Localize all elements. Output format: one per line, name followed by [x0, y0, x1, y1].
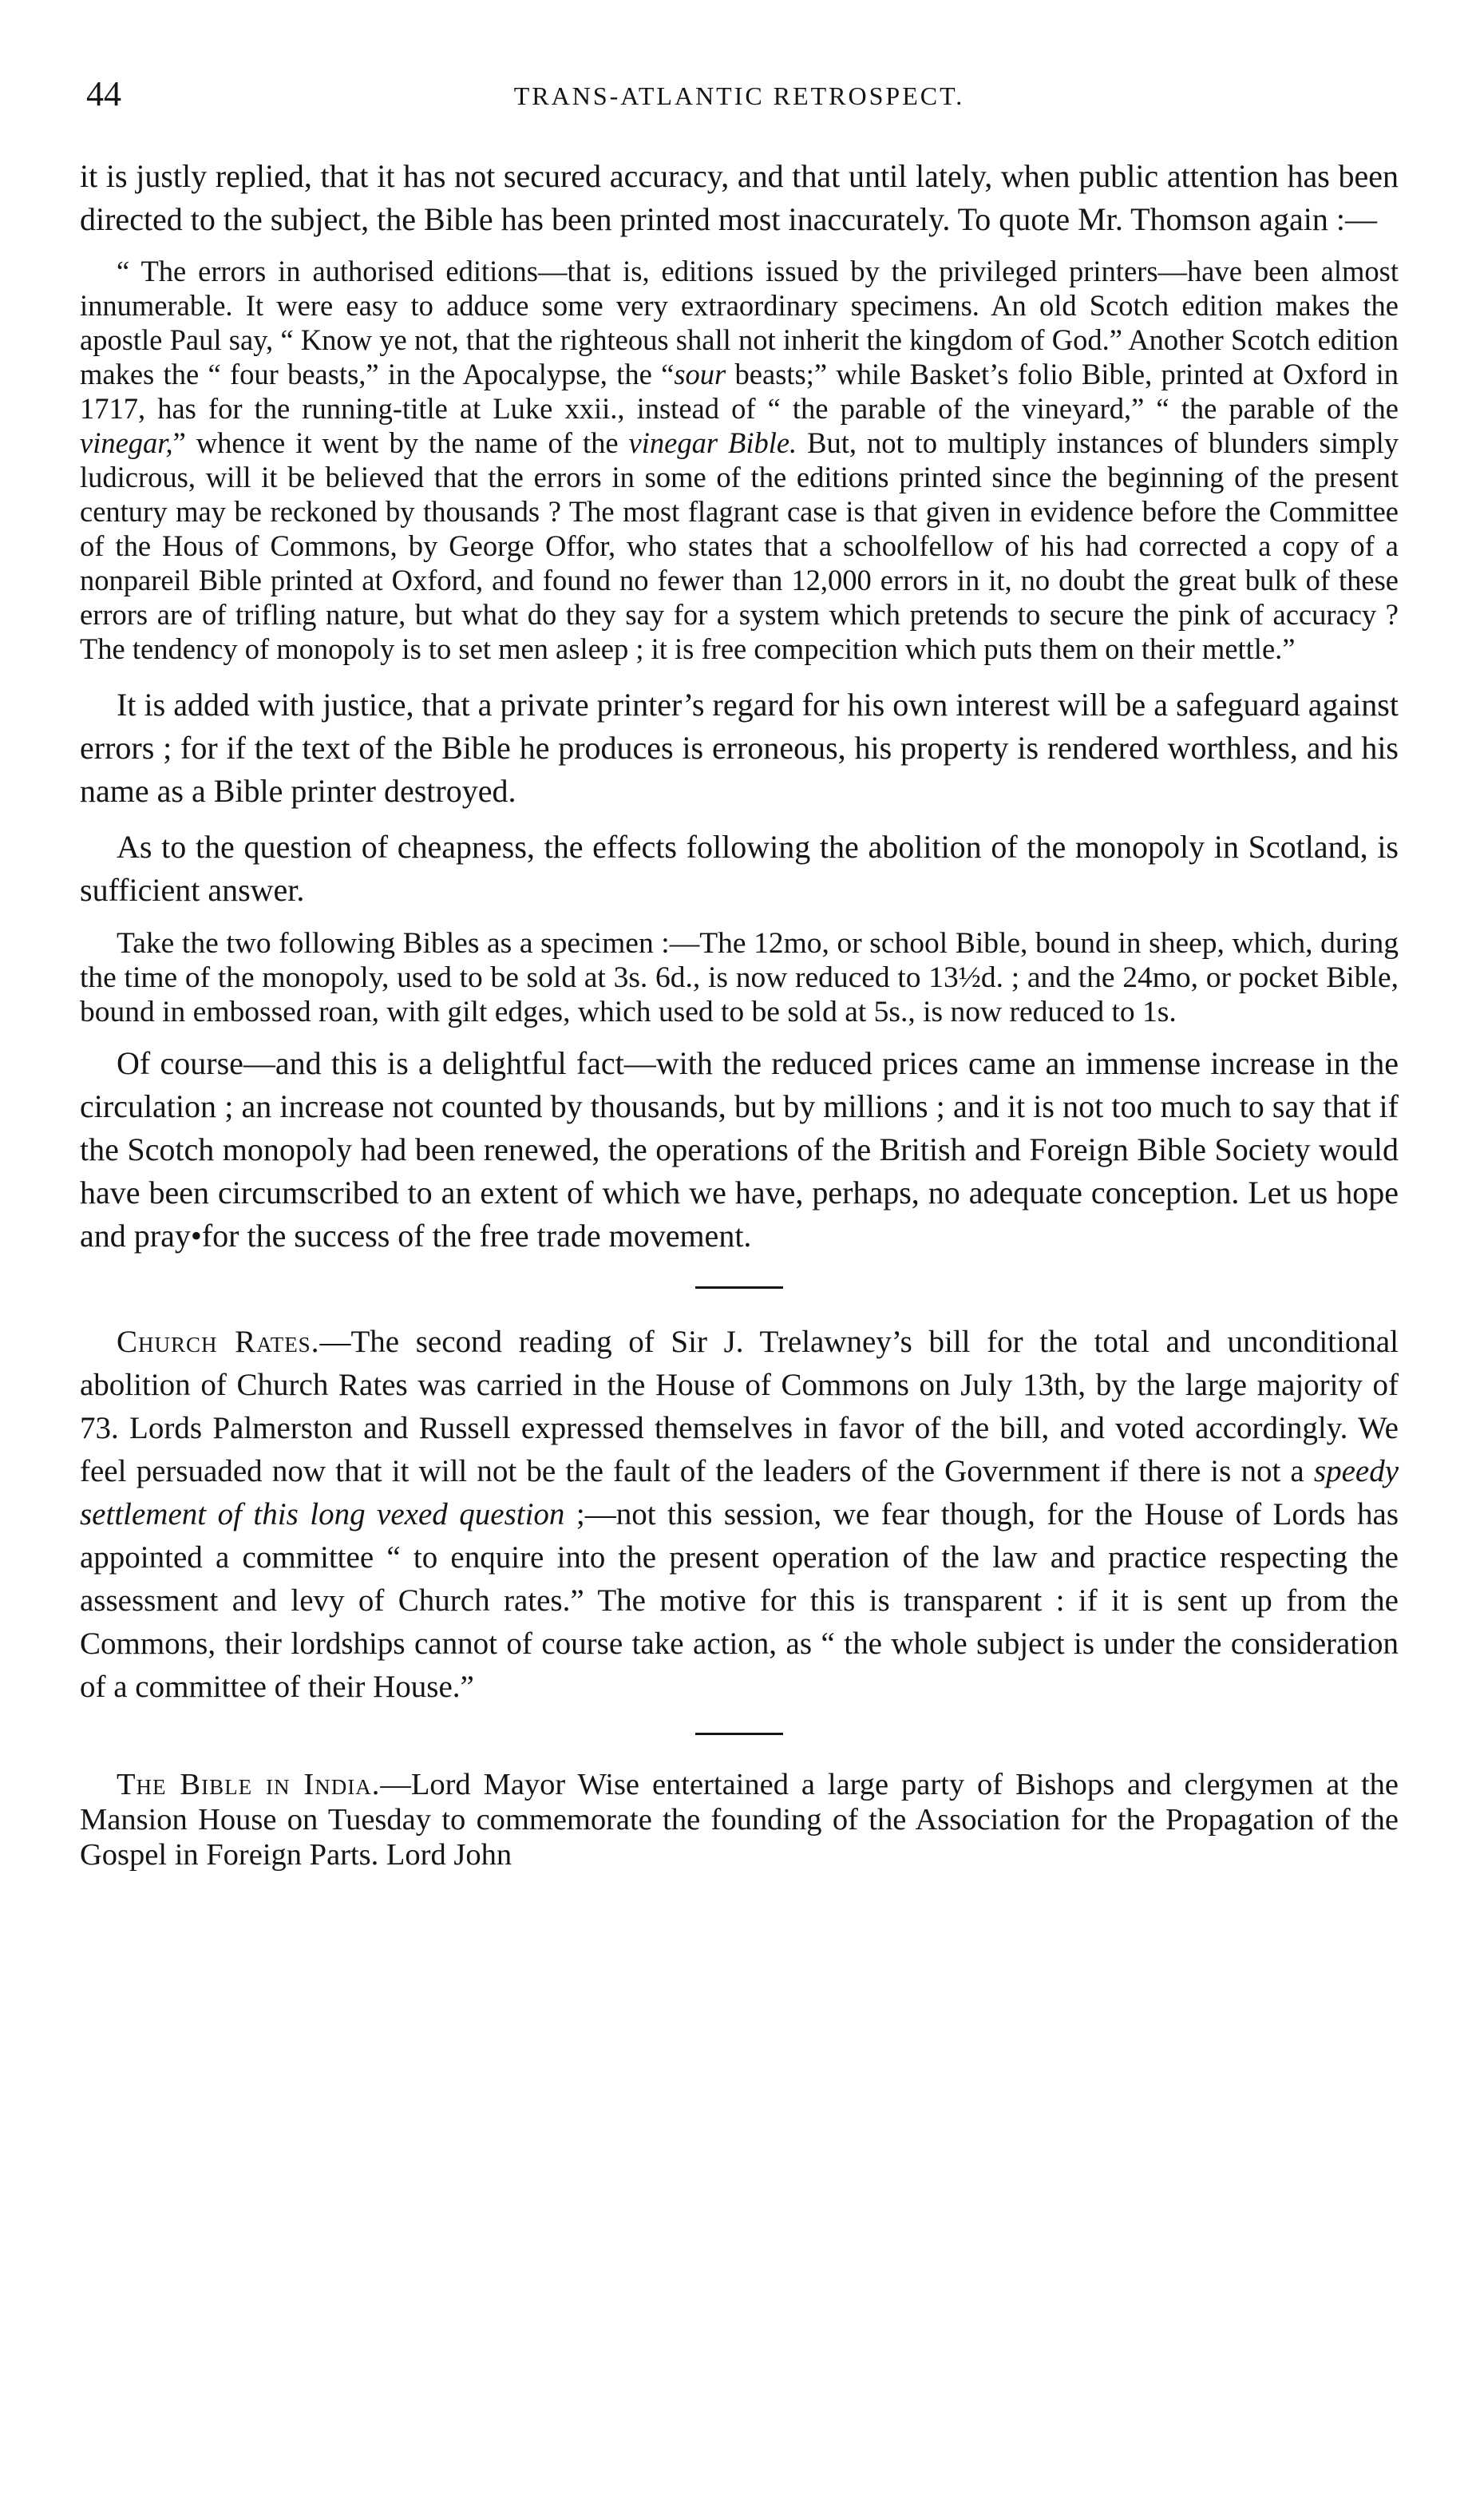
church-rates-text-2: ;—not this session, we fear though, for the House of Lords has appointed a committee “ to enquire into the present operation of the law and practice respecting the assessment and levy of Church rates.” The motive for this is transparent : if it is sent up from the Commons, their lordships cannot of course take action, as “ the whole subject is under the consideration of a committee of their House.” [80, 1497, 1399, 1704]
page-number: 44 [86, 74, 121, 113]
section-divider [695, 1733, 783, 1735]
quote-text-4: But, not to multiply instances of blunders simply ludicrous, will it be believed that the errors in some of the editions printed since the beginning of the present century may be reckoned by thousands ? The most flagrant case is that given in evidence before the Committee of the Hous of Commons, by George Offor, who states that a schoolfellow of his had corrected a copy of a nonpareil Bible printed at Oxford, and found no fewer than 12,000 errors in it, no doubt the great bulk of these errors are of trifling nature, but what do they say for a system which pretends to secure the pink of accuracy ? The tendency of monopoly is to set men asleep ; it is free compecition which puts them on their mettle.” [80, 426, 1399, 665]
church-rates-italic: speedy settlement of this long vexed question [80, 1454, 1399, 1531]
paragraph-accuracy: it is justly replied, that it has not secured accuracy, and that until lately, when public attention has been directed to the subject, the Bible has been printed most inaccurately. To quote Mr. Thomson again :— [80, 158, 1399, 237]
church-rates-heading: Church Rates. [117, 1325, 320, 1359]
paragraph-specimen-bibles: Take the two following Bibles as a specimen :—The 12mo, or school Bible, bound in sheep, which, during the time of the monopoly, used to be sold at 3s. 6d., is now reduced to 13½d. ; and the 24mo, or pocket Bible, bound in embossed roan, with gilt edges, which used to be sold at 5s., is now reduced to 1s. [80, 927, 1399, 1028]
church-rates-text-1: —The second reading of Sir J. Trelawney’s bill for the total and unconditional abolition of Church Rates was carried in the House of Commons on July 13th, by the large majority of 73. Lords Palmerston and Russell expressed themselves in favor of the bill, and voted accordingly. We feel persuaded now that it will not be the fault of the leaders of the Government if there is not a [80, 1325, 1399, 1488]
running-head [80, 74, 1399, 125]
quote-text-1: “ The errors in authorised editions—that is, editions issued by the privileged printers—have been almost innumerable. It were easy to adduce some very extraordinary specimens. An old Scotch edition makes the apostle Paul say, “ Know ye not, that the righteous shall not inherit the kingdom of God.” Another Scotch edition makes the “ four beasts,” in the Apocalypse, the “ [80, 255, 1399, 390]
paragraph-private-printer: It is added with justice, that a private printer’s regard for his own interest will be a safeguard against errors ; for if the text of the Bible he produces is erroneous, his property is rendered worthless, and his name as a Bible printer destroyed. [80, 687, 1399, 809]
paragraph-cheapness: As to the question of cheapness, the effects following the abolition of the monopoly in Scotland, is sufficient answer. [80, 829, 1399, 908]
quote-italic-vinegar: vinegar, [80, 426, 173, 459]
running-title: TRANS-ATLANTIC RETROSPECT. [513, 81, 965, 110]
quote-text-3: ” whence it went by the name of the [172, 426, 629, 459]
paragraph-circulation: Of course—and this is a delightful fact—with the reduced prices came an immense increase in the circulation ; an increase not counted by thousands, but by millions ; and it is not too much to say that if the Scotch monopoly had been renewed, the operations of the British and Foreign Bible Society would have been circumscribed to an extent of which we have, perhaps, no adequate conception. Let us hope and pray•for the success of the free trade movement. [80, 1045, 1399, 1254]
paragraph-bible-in-india [80, 1767, 1399, 1872]
section-divider [695, 1286, 783, 1289]
quotation-thomson [80, 254, 1399, 666]
bible-india-text: —Lord Mayor Wise entertained a large party of Bishops and clergymen at the Mansion House on Tuesday to commemorate the founding of the Association for the Propagation of the Gospel in Foreign Parts. Lord John [80, 1768, 1399, 1872]
paragraph-church-rates [80, 1321, 1399, 1709]
quote-italic-vinegar-bible: vinegar Bible. [628, 426, 797, 459]
quote-italic-sour: sour [674, 358, 726, 390]
bible-india-heading: The Bible in India. [117, 1768, 381, 1801]
quote-text-2: beasts;” while Basket’s folio Bible, printed at Oxford in 1717, has for the running-title at Luke xxii., instead of “ the parable of the vineyard,” “ the parable of the [80, 358, 1399, 425]
